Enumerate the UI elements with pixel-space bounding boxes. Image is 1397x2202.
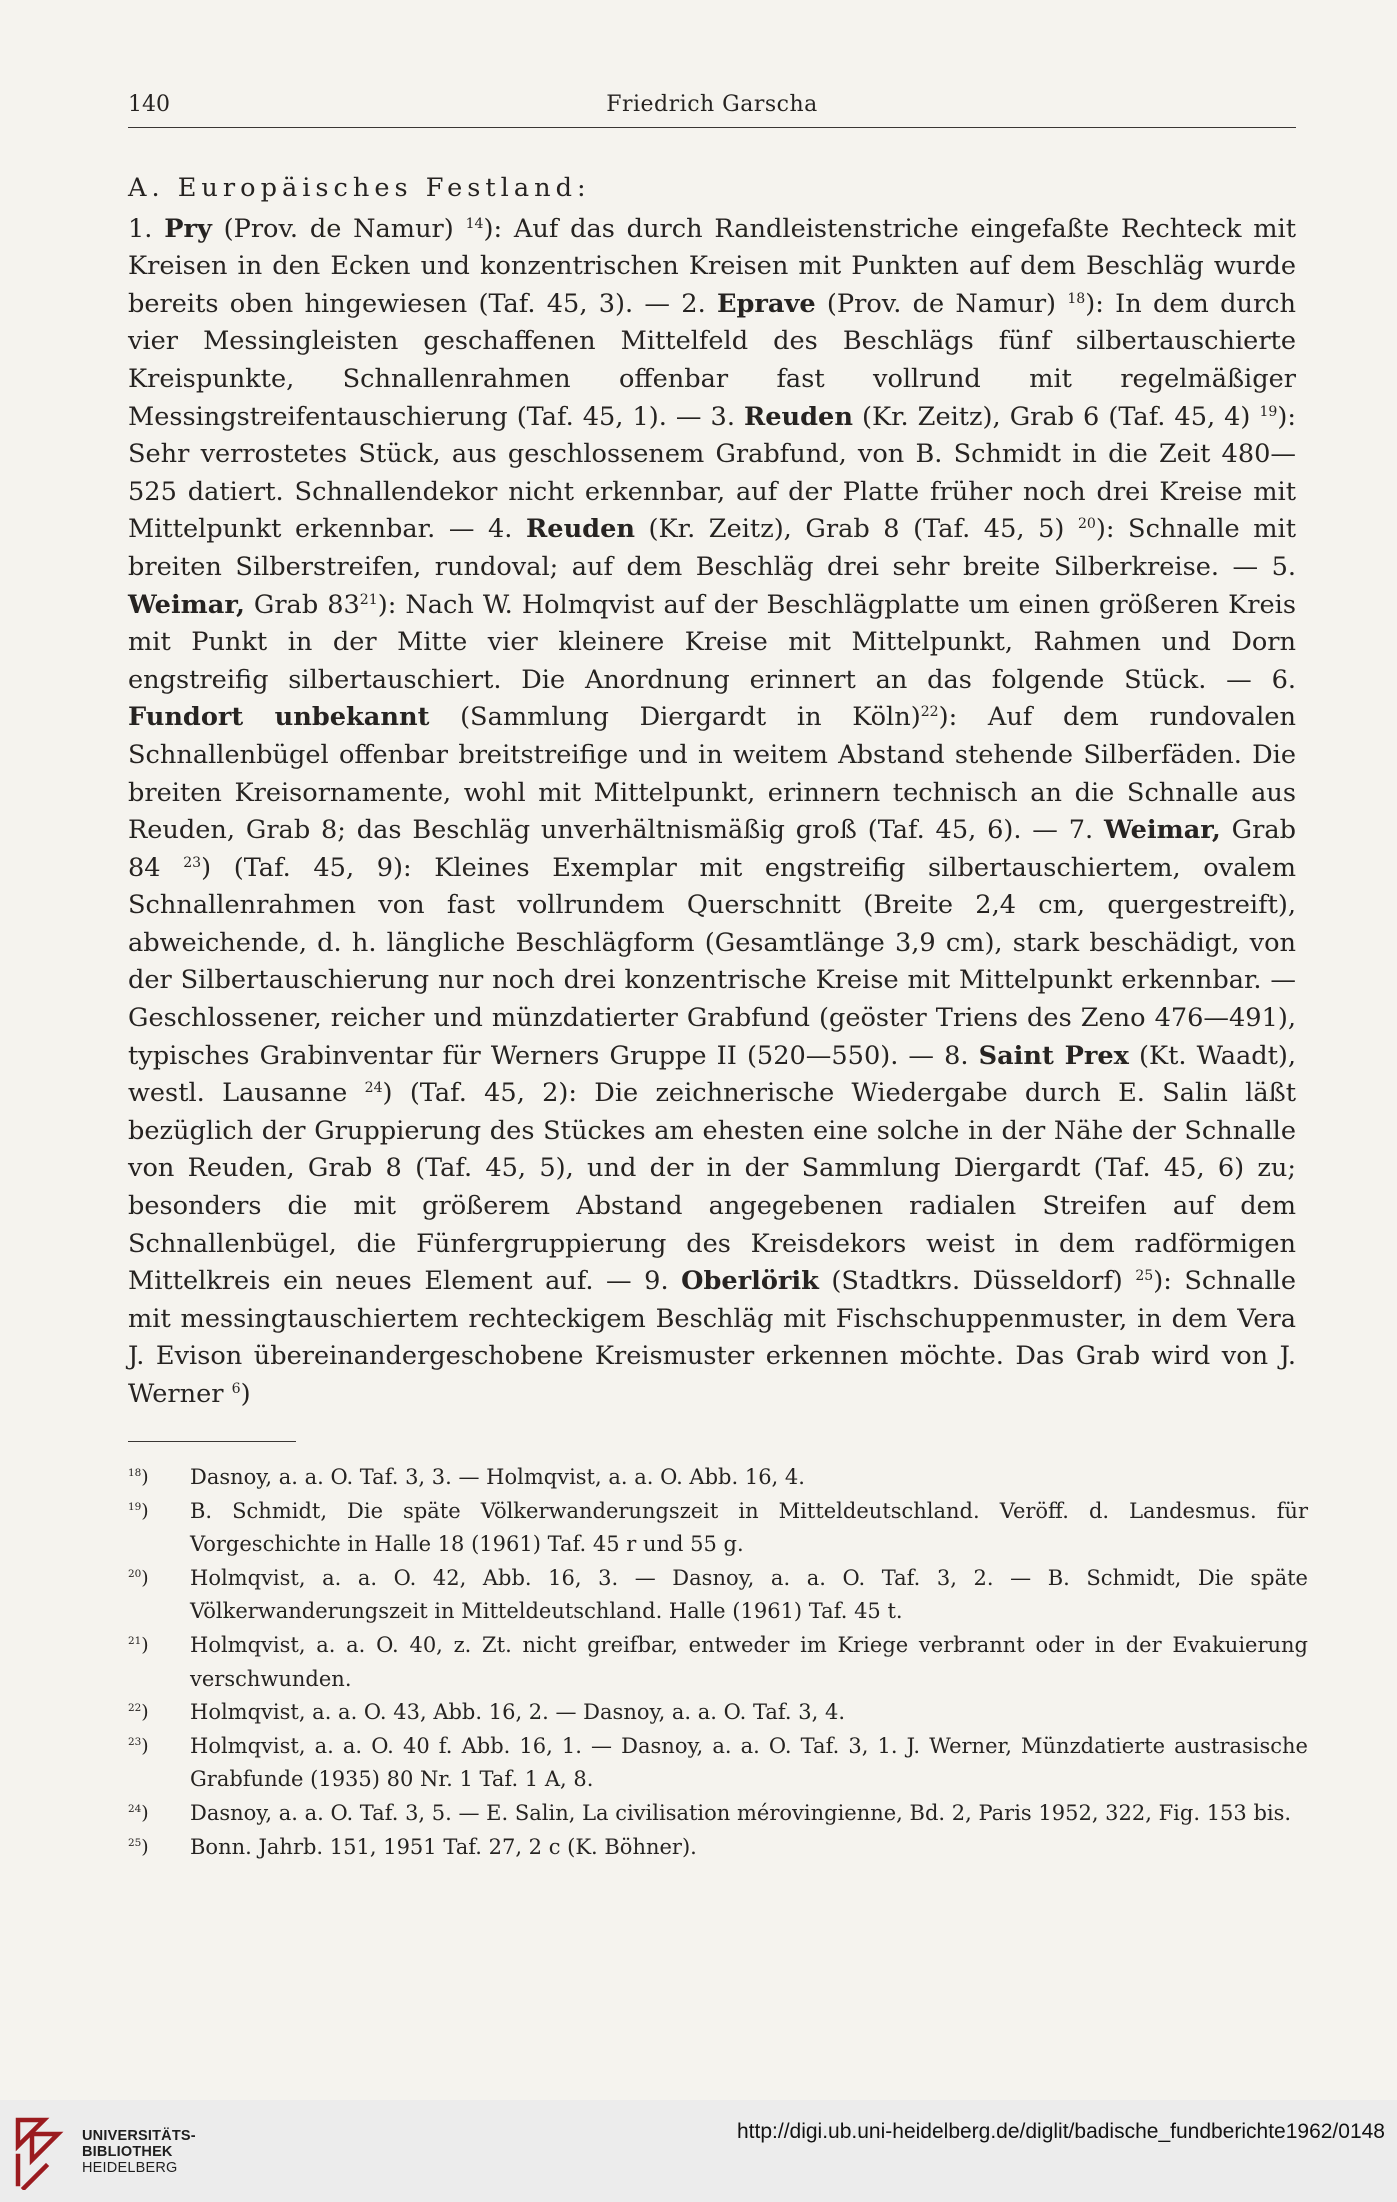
footnote-text: Bonn. Jahrb. 151, 1951 Taf. 27, 2 c (K. Böhner). — [190, 1834, 697, 1859]
footnote-ref: 25 — [1135, 1268, 1154, 1285]
footnote-ref: 23 — [183, 854, 202, 871]
text-run: (Prov. de Namur) — [211, 213, 466, 244]
text-run: ): Sehr verrostetes Stück, aus geschlossenem Grabfund, von B. Schmidt in die Zeit 480—525 datiert. Schnallendekor nicht erkennbar, auf der Platte früher noch drei Kreise mit Mittelpunkt erkennbar. — 4. — [128, 401, 1296, 545]
footnote-number-value: 18 — [128, 1467, 142, 1480]
footer-bar — [0, 2100, 1397, 2202]
text-run: ) (Taf. 45, 2): Die zeichnerische Wiedergabe durch E. Salin läßt bezüglich der Gruppierung des Stückes am ehesten eine solche in der Nähe der Schnalle von Reuden, Grab 8 (Taf. 45, 5), und der in der Sammlung Diergardt (Taf. 45, 6) zu; besonders die mit größerem Abstand angegebenen radialen Streifen auf dem Schnallenbügel, die Fünfergruppierung des Kreisdekors weist in dem radförmigen Mittelkreis ein neues Element auf. — 9. — [128, 1078, 1296, 1297]
text-run: ) — [240, 1379, 251, 1409]
footnote-number-value: 23 — [128, 1735, 142, 1748]
footnote-text: Holmqvist, a. a. O. 42, Abb. 16, 3. — Dasnoy, a. a. O. Taf. 3, 2. — B. Schmidt, Die späte Völkerwanderungszeit in Mitteldeutschland. Halle (1961) Taf. 45 t. — [190, 1565, 1308, 1624]
footnote-ref: 19 — [1259, 403, 1278, 420]
text-run: ): Nach W. Holmqvist auf der Beschlägplatte um einen größeren Kreis mit Punkt in der Mitte vier kleinere Kreise mit Mittelpunkt, Rahmen und Dorn engstreifig silbertauschiert. Die Anordnung erinnert an das folgende Stück. — 6. — [128, 589, 1296, 695]
footnote-ref: 18 — [1067, 290, 1086, 307]
header-rule — [128, 127, 1296, 128]
footnote — [128, 1562, 1308, 1629]
site-name: Fundort unbekannt — [128, 702, 430, 733]
footnote-text: Holmqvist, a. a. O. 40, z. Zt. nicht greifbar, entweder im Kriege verbrannt oder in der Evakuierung verschwunden. — [190, 1632, 1308, 1691]
footnote-number: $^{24}$) — [128, 1801, 149, 1824]
body-paragraph — [128, 211, 1296, 1414]
footnote-ref: 6 — [231, 1380, 241, 1397]
footnote-number: $^{22}$) — [128, 1701, 149, 1724]
text-run: (Prov. de Namur) — [815, 288, 1068, 319]
site-name: Weimar, — [128, 589, 245, 620]
footnote-text: Holmqvist, a. a. O. 43, Abb. 16, 2. — Dasnoy, a. a. O. Taf. 3, 4. — [190, 1700, 846, 1725]
text-run: (Kr. Zeitz), Grab 6 (Taf. 45, 4) — [852, 401, 1260, 432]
footnote-text: Holmqvist, a. a. O. 40 f. Abb. 16, 1. — Dasnoy, a. a. O. Taf. 3, 1. J. Werner, Münzdatierte austrasische Grabfunde (1935) 80 Nr. 1 Taf. 1 A, 8. — [190, 1733, 1308, 1792]
footnote — [128, 1730, 1308, 1797]
footnote-number: $^{19}$) — [128, 1499, 149, 1522]
footnote-number-value: 20 — [128, 1568, 142, 1580]
footnote-text: Dasnoy, a. a. O. Taf. 3, 3. — Holmqvist, a. a. O. Abb. 16, 4. — [190, 1465, 805, 1489]
footnote-ref: 14 — [465, 215, 484, 232]
footnote-ref: 24 — [364, 1080, 383, 1097]
footnote — [128, 1797, 1308, 1831]
text-run: 1. — [128, 213, 165, 244]
text-run: ): Auf dem rundovalen Schnallenbügel offenbar breitstreifige und in weitem Abstand stehende Silberfäden. Die breiten Kreisornamente, wohl mit Mittelpunkt, erinnern technisch an die Schnalle aus Reuden, Grab 8; das Beschläg unverhältnismäßig groß (Taf. 45, 6). — 7. — [128, 702, 1297, 846]
text-run: (Stadtkrs. Düsseldorf) — [818, 1266, 1136, 1297]
footnote-number: $^{20}$) — [128, 1566, 149, 1589]
footnote-number-value: 24 — [128, 1803, 142, 1816]
site-name: Reuden — [743, 401, 853, 432]
text-run: ): Schnalle mit breiten Silberstreifen, rundoval; auf dem Beschläg drei sehr breite Silberkreise. — 5. — [128, 514, 1296, 582]
site-name: Weimar, — [1103, 815, 1221, 846]
footnotes — [128, 1461, 1308, 1864]
library-name-line: BIBLIOTHEK — [82, 2144, 173, 2160]
page-number: 140 — [128, 92, 170, 117]
site-name: Oberlörik — [681, 1266, 819, 1297]
text-run: ): Auf das durch Randleistenstriche eingefaßte Rechteck mit Kreisen in den Ecken und konzentrischen Kreisen mit Punkten auf dem Beschläg wurde bereits oben hingewiesen (Taf. 45, 3). — 2. — [128, 213, 1296, 319]
footnote-number: $^{23}$) — [128, 1734, 149, 1757]
library-name-line: HEIDELBERG — [82, 2160, 178, 2176]
text-run: (Sammlung Diergardt in Köln) — [429, 702, 921, 733]
text-run: (Kr. Zeitz), Grab 8 (Taf. 45, 5) — [634, 514, 1078, 545]
footnote — [128, 1495, 1308, 1562]
footnote-number-value: 22 — [128, 1702, 142, 1715]
footnote-ref: 22 — [920, 704, 939, 721]
footnote-number-value: 19 — [128, 1500, 142, 1513]
source-url-link[interactable]: http://digi.ub.uni-heidelberg.de/diglit/badische_fundberichte1962/0148 — [737, 2120, 1385, 2143]
site-name: Pry — [164, 213, 212, 244]
footnote-number-value: 21 — [128, 1635, 142, 1648]
footnote — [128, 1629, 1308, 1696]
footnote-ref: 21 — [359, 591, 378, 608]
running-header — [128, 86, 1296, 126]
footnote-number-value: 25 — [128, 1836, 142, 1849]
footnote-number: $^{18}$) — [128, 1466, 149, 1488]
footnote-text: Dasnoy, a. a. O. Taf. 3, 5. — E. Salin, La civilisation mérovingienne, Bd. 2, Paris 1952, 322, Fig. 153 bis. — [190, 1800, 1292, 1825]
footnote-number: $^{21}$) — [128, 1633, 149, 1656]
text-run: ) (Taf. 45, 9): Kleines Exemplar mit engstreifig silbertauschiertem, ovalem Schnallenrahmen von fast vollrundem Querschnitt (Breite 2,4 cm, quergestreift), abweichende, d. h. längliche Beschlägform (Gesamtlänge 3,9 cm), stark beschädigt, von der Silbertauschierung nur noch drei konzentrische Kreise mit Mittelpunkt erkennbar. — Geschlossener, reicher und münzdatierter Grabfund (geöster Triens des Zeno 476—491), typisches Grabinventar für Werners Gruppe II (520—550). — 8. — [128, 852, 1296, 1071]
footnote — [128, 1461, 1308, 1495]
site-name: Saint Prex — [978, 1040, 1129, 1071]
footnote-rule — [128, 1441, 296, 1442]
library-name — [82, 2128, 196, 2176]
library-name-line: UNIVERSITÄTS- — [82, 2128, 196, 2144]
footnote-text: B. Schmidt, Die späte Völkerwanderungszeit in Mitteldeutschland. Veröff. d. Landesmus. für Vorgeschichte in Halle 18 (1961) Taf. 45 r und 55 g. — [190, 1498, 1308, 1557]
text-run: Grab 84 — [128, 815, 1296, 883]
footnote-ref: 20 — [1077, 516, 1096, 533]
footnote-number: $^{25}$) — [128, 1835, 149, 1858]
footnote — [128, 1696, 1308, 1730]
footnote — [128, 1831, 1308, 1865]
text-run: ): Schnalle mit messingtauschiertem rechteckigem Beschläg mit Fischschuppenmuster, in dem Vera J. Evison übereinandergeschobene Kreismuster erkennen möchte. Das Grab wird von J. Werner — [128, 1266, 1296, 1409]
text-run: ): In dem durch vier Messingleisten geschaffenen Mittelfeld des Beschlägs fünf silbertauschierte Kreispunkte, Schnallenrahmen offenbar fast vollrund mit regelmäßiger Messingstreifentauschierung (Taf. 45, 1). — 3. — [128, 288, 1297, 432]
library-logo-icon — [12, 2112, 66, 2190]
text-run: (Kt. Waadt), westl. Lausanne — [128, 1040, 1297, 1109]
section-heading: A. Europäisches Festland: — [128, 173, 591, 203]
site-name: Eprave — [717, 288, 816, 319]
running-author: Friedrich Garscha — [606, 92, 818, 117]
text-run: Grab 83 — [244, 589, 360, 620]
main-text — [128, 170, 1296, 1414]
site-name: Reuden — [526, 514, 635, 545]
